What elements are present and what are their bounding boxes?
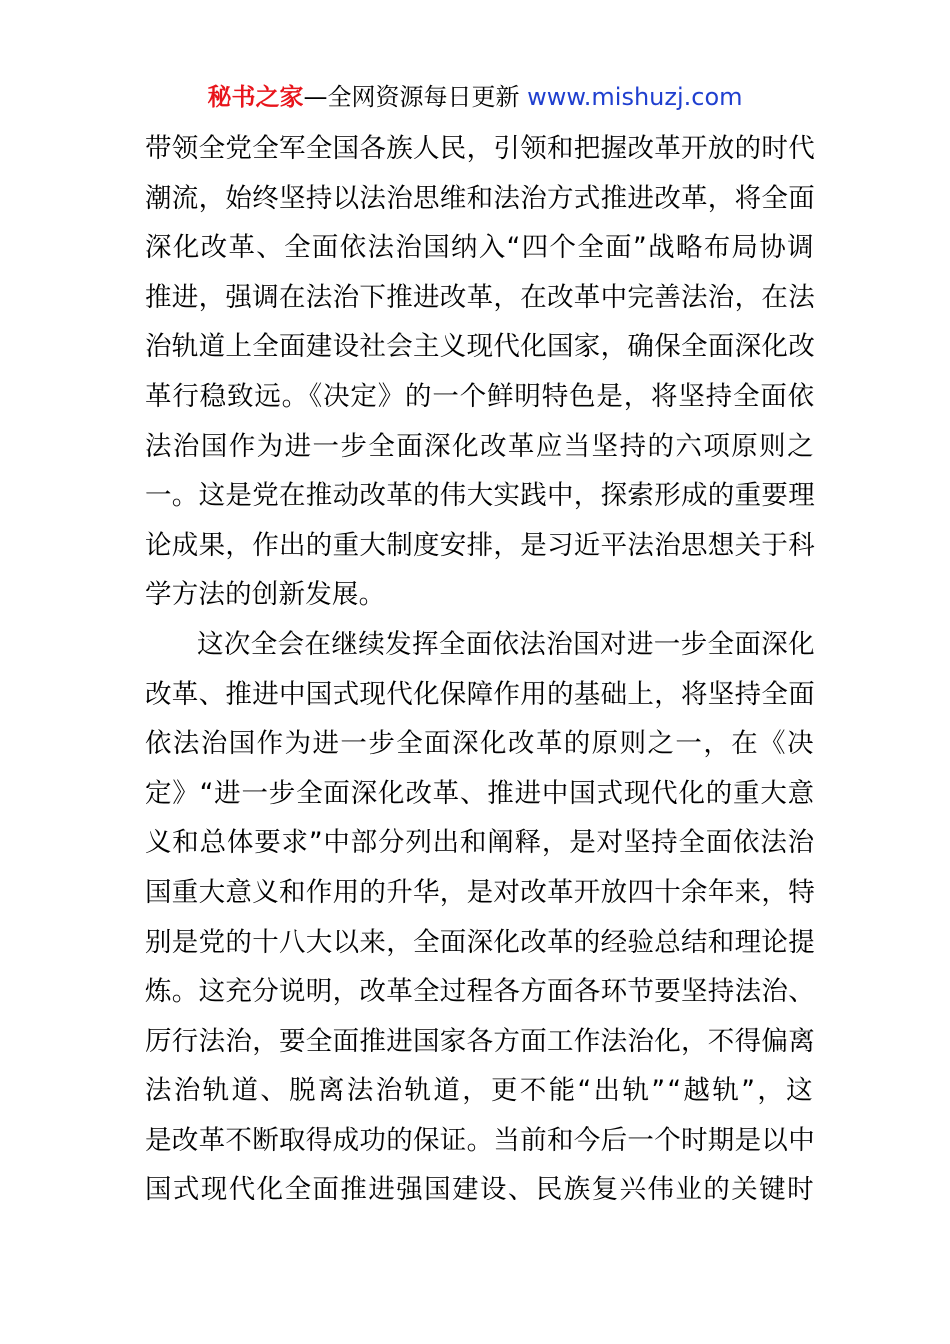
text-line: 潮流，始终坚持以法治思维和法治方式推进改革，将全面	[145, 182, 815, 214]
text-line: 学方法的创新发展。	[145, 579, 386, 611]
text-line: 治轨道上全面建设社会主义现代化国家，确保全面深化改	[145, 331, 815, 363]
header-brand: 秘书之家	[207, 83, 304, 111]
text-line: 改革、推进中国式现代化保障作用的基础上，将坚持全面	[145, 678, 815, 710]
text-line: 义和总体要求”中部分列出和阐释，是对坚持全面依法治	[145, 827, 815, 859]
header-url-link[interactable]: www.mishuzj.com	[527, 83, 743, 111]
text-line: 别是党的十八大以来，全面深化改革的经验总结和理论提	[145, 926, 815, 958]
text-line: 国重大意义和作用的升华，是对改革开放四十余年来，特	[145, 876, 815, 908]
header-slogan: —全网资源每日更新	[303, 83, 520, 111]
text-line: 深化改革、全面依法治国纳入“四个全面”战略布局协调	[145, 232, 815, 264]
text-line: 是改革不断取得成功的保证。当前和今后一个时期是以中	[145, 1124, 815, 1156]
text-line: 炼。这充分说明，改革全过程各方面各环节要坚持法治、	[145, 976, 815, 1008]
text-line: 法治国作为进一步全面深化改革应当坚持的六项原则之	[145, 430, 815, 462]
text-line: 推进，强调在法治下推进改革，在改革中完善法治，在法	[145, 281, 815, 313]
text-line: 革行稳致远。《决定》的一个鲜明特色是，将坚持全面依	[145, 380, 815, 412]
text-line: 带领全党全军全国各族人民，引领和把握改革开放的时代	[145, 133, 815, 164]
text-line: 厉行法治，要全面推进国家各方面工作法治化，不得偏离	[145, 1025, 815, 1057]
document-body	[145, 124, 815, 1215]
text-line: 这次全会在继续发挥全面依法治国对进一步全面深化	[197, 628, 815, 660]
text-line: 依法治国作为进一步全面深化改革的原则之一，在《决	[145, 728, 815, 760]
text-line: 一。这是党在推动改革的伟大实践中，探索形成的重要理	[145, 480, 815, 512]
text-line: 国式现代化全面推进强国建设、民族复兴伟业的关键时	[145, 1174, 815, 1206]
text-line: 定》“进一步全面深化改革、推进中国式现代化的重大意	[145, 777, 815, 809]
text-line: 法治轨道、脱离法治轨道，更不能“出轨”“越轨”，这	[145, 1075, 815, 1107]
page-header	[0, 80, 950, 114]
text-line: 论成果，作出的重大制度安排，是习近平法治思想关于科	[145, 529, 815, 561]
